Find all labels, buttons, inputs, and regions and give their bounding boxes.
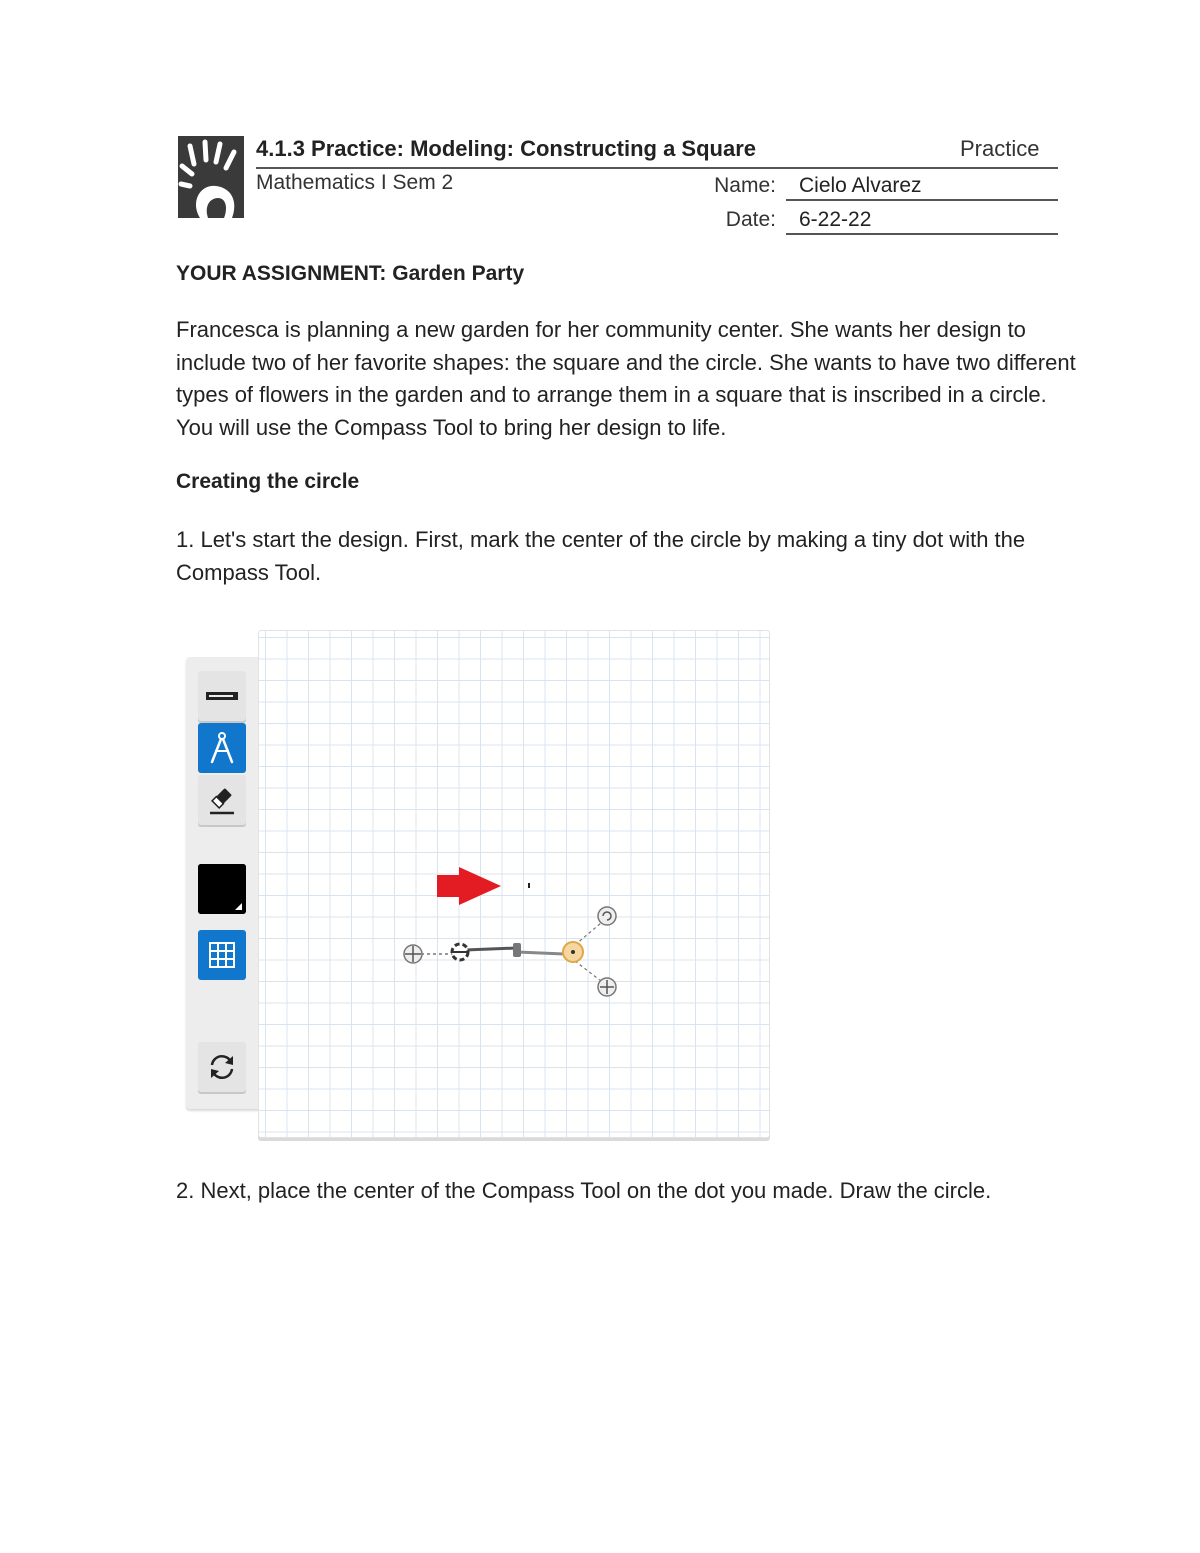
- title-divider: [256, 167, 1058, 169]
- name-underline: [786, 199, 1058, 201]
- name-label: Name:: [714, 174, 776, 197]
- compass-tool-button[interactable]: [198, 723, 246, 773]
- compass-move-handle[interactable]: [404, 945, 422, 963]
- date-label: Date:: [725, 208, 776, 231]
- assignment-heading: YOUR ASSIGNMENT: Garden Party: [176, 262, 525, 285]
- assignment-intro: Francesca is planning a new garden for her community center. She wants her design to include two of her favorite shapes: the square and the circle. She wants to have two different types of flowers in the garden and to arrange them in a square that is inscribed in a circle. You will use the Compass Tool to bring her design to life.: [176, 317, 1076, 440]
- grid-toggle-button[interactable]: [198, 930, 246, 980]
- section-heading: Creating the circle: [176, 470, 360, 493]
- drawing-canvas[interactable]: [258, 630, 770, 1138]
- ruler-icon: [205, 689, 239, 703]
- reset-button[interactable]: [198, 1042, 246, 1092]
- compass-icon: [207, 731, 237, 765]
- refresh-icon: [206, 1051, 238, 1083]
- worksheet-title: 4.1.3 Practice: Modeling: Constructing a Square: [256, 136, 756, 161]
- publisher-logo: [178, 136, 244, 218]
- color-swatch-icon: [198, 864, 246, 914]
- step-2: 2. Next, place the center of the Compass Tool on the dot you made. Draw the circle.: [176, 1178, 992, 1203]
- red-arrow-annotation: [437, 867, 501, 905]
- color-picker-button[interactable]: [198, 864, 246, 914]
- compass-hinge[interactable]: [513, 943, 521, 957]
- grid-icon: [208, 941, 236, 969]
- eraser-icon: [207, 784, 237, 816]
- date-underline: [786, 233, 1058, 235]
- worksheet-type: Practice: [960, 136, 1040, 161]
- tool-toolbar: [186, 657, 262, 1109]
- name-value: Cielo Alvarez: [799, 174, 922, 197]
- compass-adjust-handle[interactable]: [598, 978, 616, 996]
- subject-label: Mathematics I Sem 2: [256, 171, 454, 194]
- eraser-tool-button[interactable]: [198, 775, 246, 825]
- step-1: 1. Let's start the design. First, mark the center of the circle by making a tiny dot with the Compass Tool.: [176, 527, 1026, 585]
- ruler-tool-button[interactable]: [198, 671, 246, 721]
- compass-rotate-handle[interactable]: [598, 907, 616, 925]
- canvas-drawing-layer: [259, 631, 769, 1137]
- compass-pivot-point[interactable]: [452, 944, 468, 960]
- compass-pencil-point[interactable]: [563, 942, 583, 962]
- center-dot: [528, 883, 530, 888]
- date-value: 6-22-22: [799, 208, 872, 231]
